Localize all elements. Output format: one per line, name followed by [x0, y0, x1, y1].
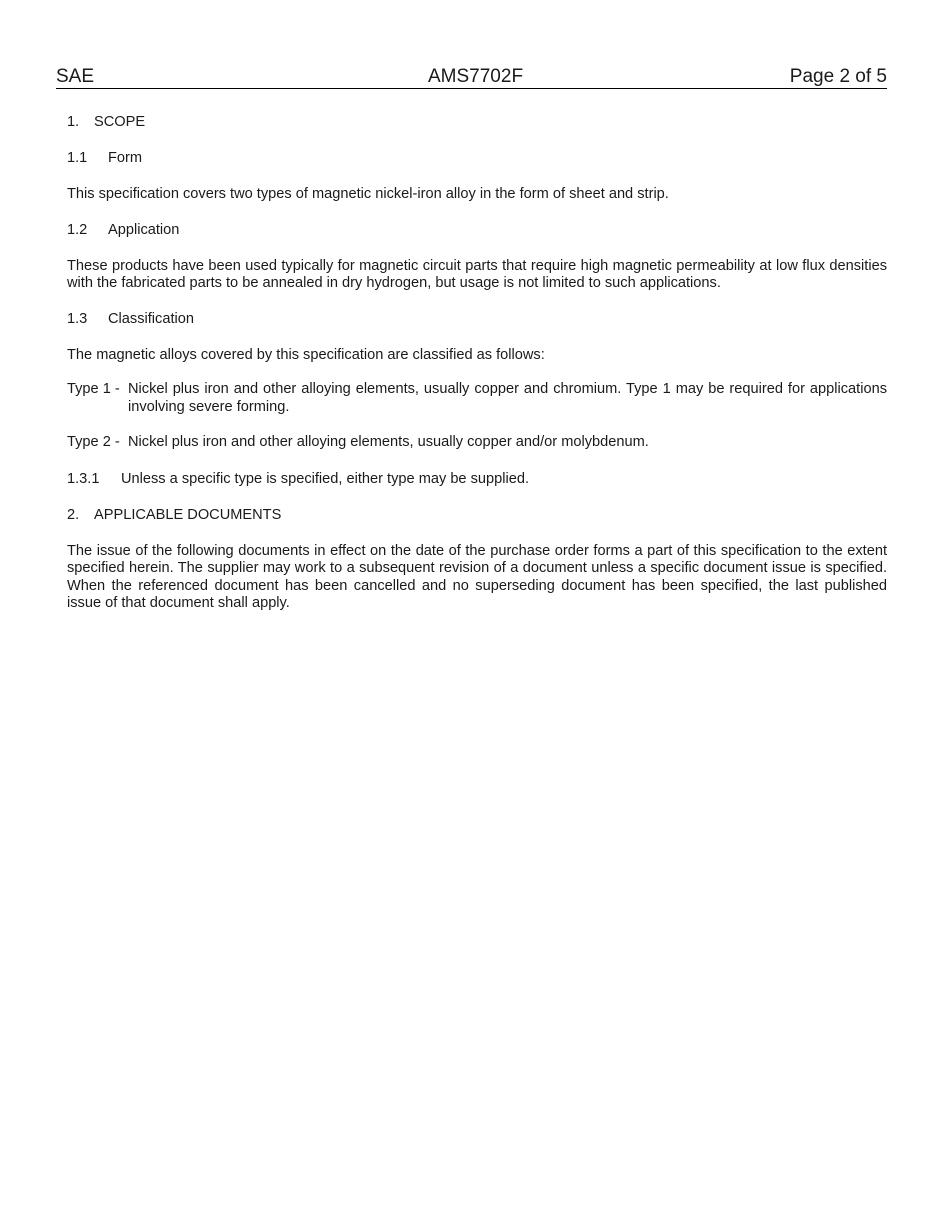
type-1-item: [67, 381, 887, 416]
section-applicable-documents-heading: [67, 507, 887, 525]
section-number: 1.1: [67, 150, 88, 166]
page-header: [56, 66, 887, 89]
section-number: 2.: [67, 506, 80, 523]
type-label: Type 1 -: [67, 381, 120, 397]
section-number: 1.3.1: [67, 470, 100, 487]
header-page-number: Page 2 of 5: [789, 66, 887, 87]
type-2-item: [67, 434, 887, 452]
section-form-heading: [67, 150, 887, 168]
section-scope-heading: [67, 114, 887, 132]
document-body: [67, 114, 887, 613]
section-number: 1.: [67, 114, 80, 130]
section-classification-heading: [67, 311, 887, 329]
section-type-supply-heading: [67, 471, 887, 489]
type-description: Nickel plus iron and other alloying elements, usually copper and chromium. Type 1 may be required for applications involving severe forming.: [128, 381, 887, 415]
form-paragraph: This specification covers two types of magnetic nickel-iron alloy in the form of sheet and strip.: [67, 186, 669, 202]
applicable-documents-paragraph: The issue of the following documents in effect on the date of the purchase order forms a part of this specification to the extent specified herein. The supplier may work to a subsequent revision of a document unless a specific document issue is specified. When the referenced document has been cancelled and no superseding document has been specified, the last published issue of that document shall apply.: [67, 542, 887, 611]
section-title: Classification: [108, 310, 194, 327]
section-title: SCOPE: [94, 114, 146, 130]
section-application-heading: [67, 222, 887, 240]
section-title: Unless a specific type is specified, either type may be supplied.: [121, 470, 530, 487]
header-document-number: AMS7702F: [428, 66, 524, 87]
type-description: Nickel plus iron and other alloying elements, usually copper and/or molybdenum.: [128, 434, 649, 450]
section-number: 1.3: [67, 310, 88, 327]
application-paragraph: These products have been used typically for magnetic circuit parts that require high magnetic permeability at low flux densities with the fabricated parts to be annealed in dry hydrogen, but usage is not limited to such applications.: [67, 257, 887, 291]
section-title: Application: [108, 221, 180, 238]
section-title: Form: [108, 150, 143, 166]
section-title: APPLICABLE DOCUMENTS: [94, 506, 282, 523]
type-label: Type 2 -: [67, 434, 120, 450]
header-organization: SAE: [56, 66, 95, 87]
section-number: 1.2: [67, 221, 88, 238]
classification-paragraph: The magnetic alloys covered by this specification are classified as follows:: [67, 346, 545, 363]
